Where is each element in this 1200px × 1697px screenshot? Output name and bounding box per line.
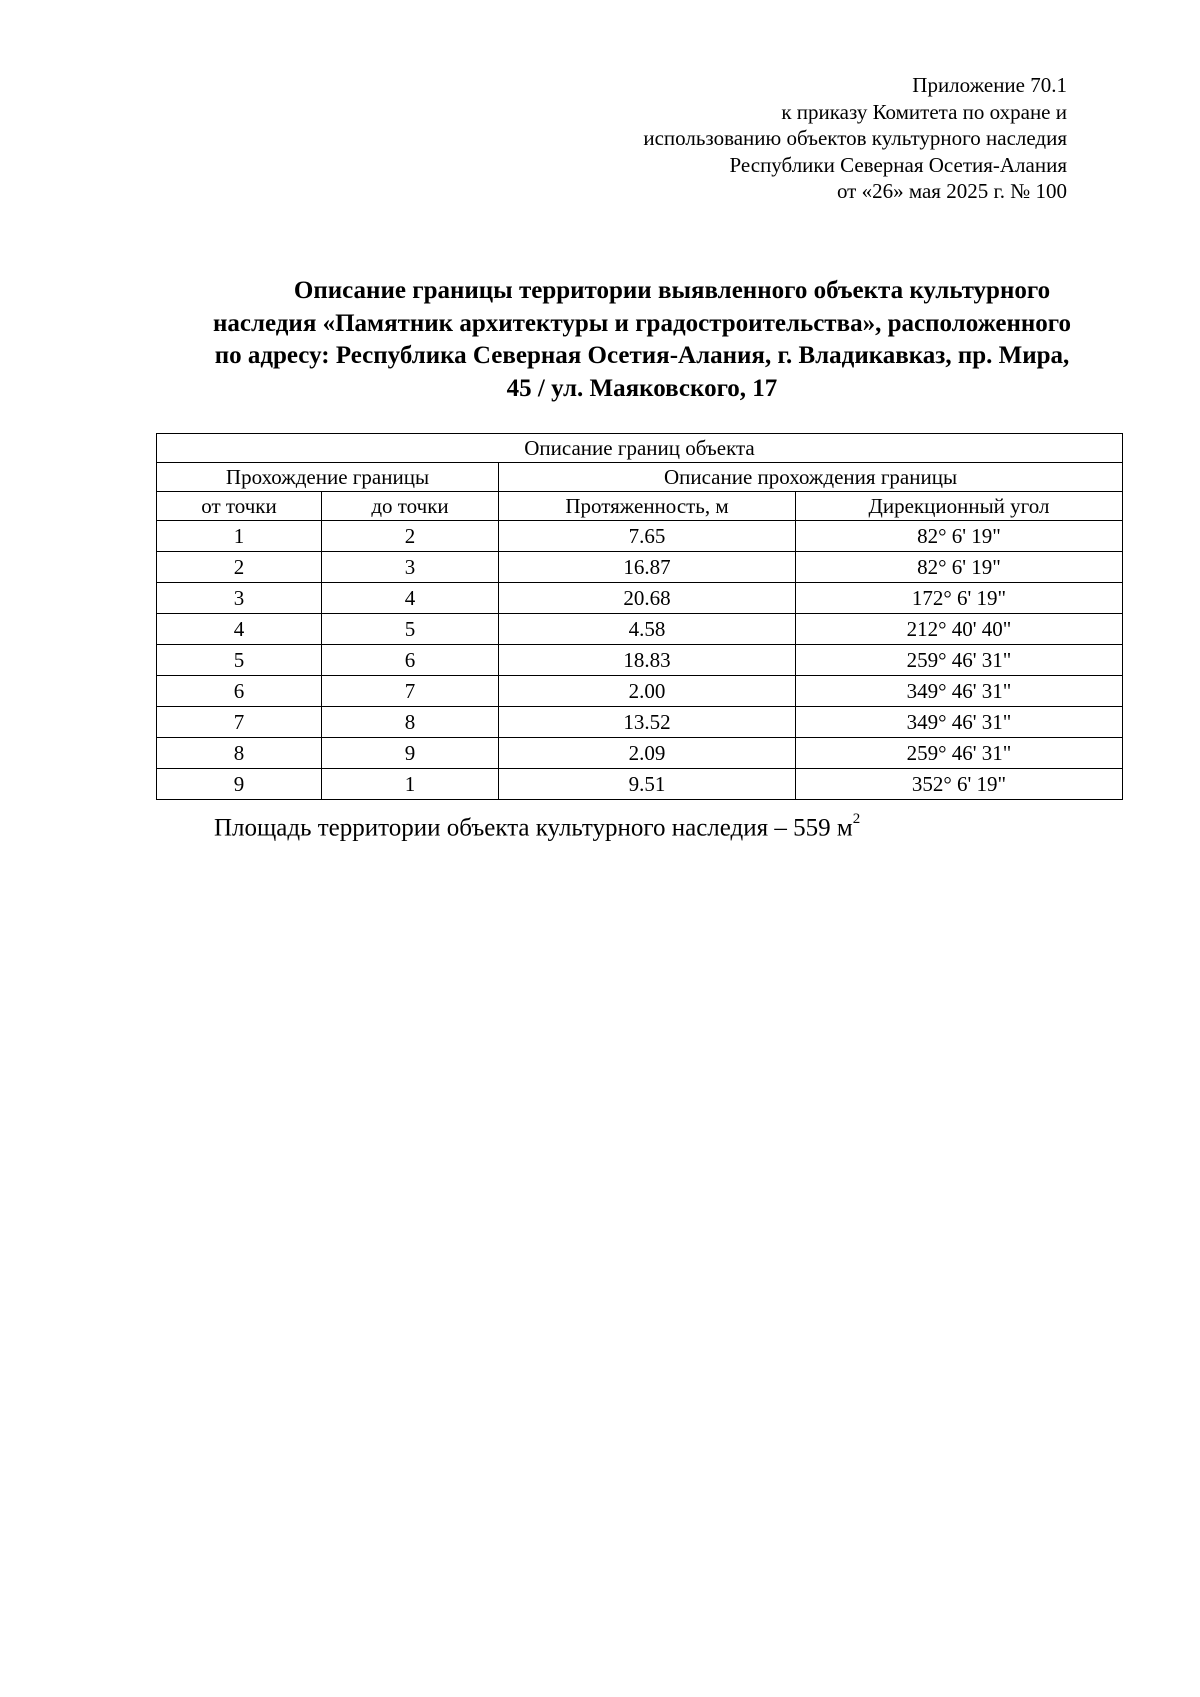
- cell-to-point: 2: [322, 521, 499, 552]
- cell-from-point: 5: [157, 645, 322, 676]
- cell-to-point: 9: [322, 738, 499, 769]
- table-caption: Описание границ объекта: [157, 434, 1123, 463]
- group-header-passage-description: Описание прохождения границы: [499, 463, 1123, 492]
- document-title: [152, 275, 1132, 405]
- cell-to-point: 6: [322, 645, 499, 676]
- cell-to-point: 3: [322, 552, 499, 583]
- cell-bearing: 349° 46' 31": [796, 707, 1123, 738]
- appendix-header: [367, 72, 1067, 205]
- table-row: [157, 521, 1123, 552]
- column-header-from-point: от точки: [157, 492, 322, 521]
- title-line-4: 45 / ул. Маяковского, 17: [506, 374, 778, 402]
- order-reference-line-3: Республики Северная Осетия-Алания: [729, 152, 1067, 177]
- cell-to-point: 4: [322, 583, 499, 614]
- column-header-bearing: Дирекционный угол: [796, 492, 1123, 521]
- cell-length: 2.00: [499, 676, 796, 707]
- cell-bearing: 82° 6' 19": [796, 521, 1123, 552]
- cell-from-point: 2: [157, 552, 322, 583]
- cell-from-point: 1: [157, 521, 322, 552]
- area-unit-exponent: 2: [852, 811, 861, 827]
- cell-bearing: 349° 46' 31": [796, 676, 1123, 707]
- cell-length: 13.52: [499, 707, 796, 738]
- cell-length: 2.09: [499, 738, 796, 769]
- cell-length: 20.68: [499, 583, 796, 614]
- table-row: [157, 552, 1123, 583]
- cell-bearing: 259° 46' 31": [796, 738, 1123, 769]
- cell-length: 7.65: [499, 521, 796, 552]
- table-row: [157, 707, 1123, 738]
- cell-from-point: 6: [157, 676, 322, 707]
- boundary-table: [156, 433, 1123, 800]
- title-line-2: наследия «Памятник архитектуры и градостроительства», расположенного: [212, 309, 1072, 337]
- cell-length: 9.51: [499, 769, 796, 800]
- area-text: Площадь территории объекта культурного наследия – 559 м: [214, 814, 853, 842]
- title-line-3: по адресу: Республика Северная Осетия-Алания, г. Владикавказ, пр. Мира,: [214, 342, 1070, 369]
- table-row: [157, 676, 1123, 707]
- group-header-boundary-passage: Прохождение границы: [157, 463, 499, 492]
- cell-length: 16.87: [499, 552, 796, 583]
- cell-from-point: 8: [157, 738, 322, 769]
- cell-from-point: 3: [157, 583, 322, 614]
- cell-bearing: 352° 6' 19": [796, 769, 1123, 800]
- area-statement: [214, 811, 861, 842]
- cell-to-point: 5: [322, 614, 499, 645]
- cell-bearing: 82° 6' 19": [796, 552, 1123, 583]
- table-row: [157, 645, 1123, 676]
- order-reference-line-1: к приказу Комитета по охране и: [781, 99, 1067, 124]
- cell-from-point: 4: [157, 614, 322, 645]
- cell-length: 4.58: [499, 614, 796, 645]
- cell-to-point: 8: [322, 707, 499, 738]
- cell-bearing: 172° 6' 19": [796, 583, 1123, 614]
- cell-from-point: 9: [157, 769, 322, 800]
- table-row: [157, 738, 1123, 769]
- table-body: [157, 521, 1123, 800]
- title-line-1: Описание границы территории выявленного объекта культурного: [293, 277, 1051, 304]
- column-header-to-point: до точки: [322, 492, 499, 521]
- order-reference-line-2: использованию объектов культурного наследия: [643, 126, 1067, 150]
- table-row: [157, 769, 1123, 800]
- appendix-number: Приложение 70.1: [912, 73, 1067, 97]
- cell-from-point: 7: [157, 707, 322, 738]
- table-row: [157, 614, 1123, 645]
- order-date-number: от «26» мая 2025 г. № 100: [836, 179, 1067, 203]
- column-header-length: Протяженность, м: [499, 492, 796, 521]
- cell-length: 18.83: [499, 645, 796, 676]
- cell-to-point: 1: [322, 769, 499, 800]
- cell-bearing: 259° 46' 31": [796, 645, 1123, 676]
- cell-to-point: 7: [322, 676, 499, 707]
- table-row: [157, 583, 1123, 614]
- cell-bearing: 212° 40' 40": [796, 614, 1123, 645]
